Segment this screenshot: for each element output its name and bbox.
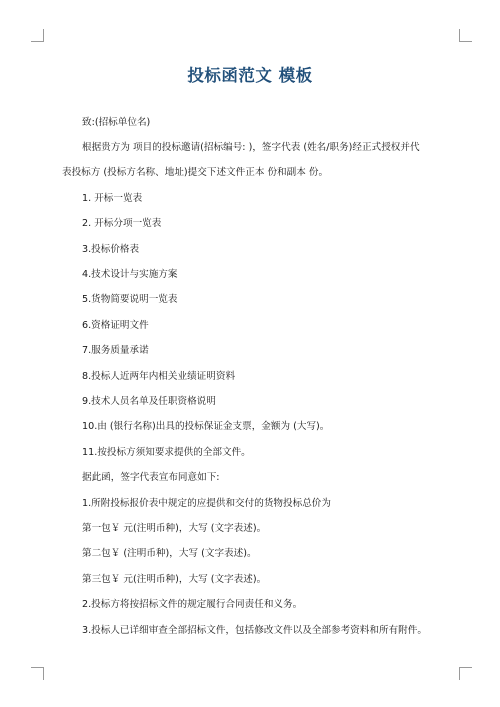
list-item-6: 6.资格证明文件 [82, 320, 149, 331]
crop-mark-bottom-right [459, 667, 472, 680]
declaration-item-1: 1.所附投标报价表中规定的应提供和交付的货物投标总价为 [82, 498, 331, 509]
package-2-line: 第二包￥ (注明币种)，大写 (文字表述)。 [82, 548, 257, 559]
declaration-intro: 据此函，签字代表宣布同意如下: [82, 472, 220, 483]
intro-paragraph-line-1: 根据贵方为 项目的投标邀请(招标编号: )，签字代表 (姓名/职务)经正式授权并代 [82, 142, 420, 153]
list-item-9: 9.技术人员名单及任职资格说明 [82, 396, 216, 407]
declaration-item-2: 2.投标方将按招标文件的规定履行合同责任和义务。 [82, 599, 303, 610]
document-title: 投标函范文 模板 [187, 66, 313, 85]
salutation-line: 致:(招标单位名) [82, 117, 151, 128]
list-item-4: 4.技术设计与实施方案 [82, 269, 178, 280]
package-3-line: 第三包￥ 元(注明币种)，大写 (文字表述)。 [82, 574, 267, 585]
declaration-item-3: 3.投标人已详细审查全部招标文件，包括修改文件以及全部参考资料和所有附件。 [82, 625, 427, 636]
intro-paragraph-line-2: 表投标方 (投标方名称、地址)提交下述文件正本 份和副本 份。 [62, 167, 329, 178]
list-item-1: 1. 开标一览表 [82, 193, 143, 204]
package-1-line: 第一包￥ 元(注明币种)，大写 (文字表述)。 [82, 523, 267, 534]
crop-mark-bottom-left [31, 667, 44, 680]
list-item-2: 2. 开标分项一览表 [82, 218, 162, 229]
list-item-5: 5.货物简要说明一览表 [82, 294, 178, 305]
crop-mark-top-left [31, 29, 44, 42]
list-item-8: 8.投标人近两年内相关业绩证明资料 [82, 371, 236, 382]
list-item-11: 11.按投标方须知要求提供的全部文件。 [82, 447, 251, 458]
list-item-3: 3.投标价格表 [82, 244, 140, 255]
crop-mark-top-right [459, 29, 472, 42]
list-item-7: 7.服务质量承诺 [82, 345, 149, 356]
list-item-10: 10.由 (银行名称)出具的投标保证金支票，金额为 (大写)。 [82, 421, 330, 432]
